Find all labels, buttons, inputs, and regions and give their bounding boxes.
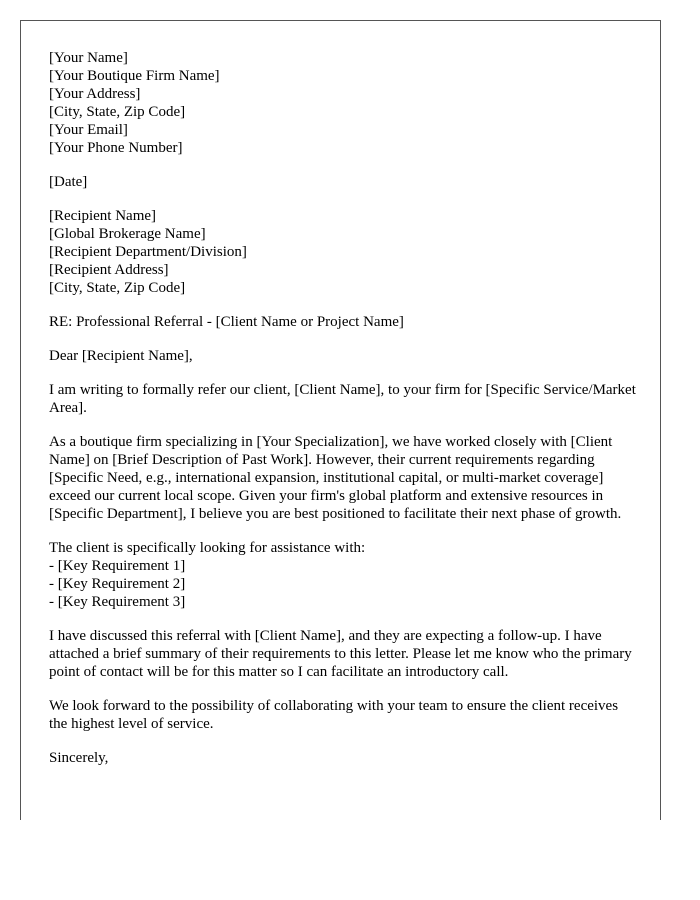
sender-city-state-zip: [City, State, Zip Code] [49, 104, 186, 120]
recipient-address: [Recipient Address] [49, 262, 169, 278]
body-paragraph-4: We look forward to the possibility of collaborating with your team to ensure the client receives the highest level of service. [49, 698, 619, 732]
body-paragraph-1: I am writing to formally refer our client, [Client Name], to your firm for [Specific Service/Market Area]. [49, 382, 636, 416]
sender-address: [Your Address] [49, 86, 141, 102]
sender-firm: [Your Boutique Firm Name] [49, 68, 220, 84]
requirement-item: - [Key Requirement 3] [49, 594, 186, 610]
requirements-intro: The client is specifically looking for assistance with: [49, 540, 366, 556]
body-paragraph-3: I have discussed this referral with [Client Name], and they are expecting a follow-up. I have attached a brief summary of their requirements to this letter. Please let me know who the primary point of contact will be for this matter so I can facilitate an introductory call. [49, 628, 632, 680]
requirement-item: - [Key Requirement 1] [49, 558, 186, 574]
recipient-block [49, 207, 639, 297]
sender-email: [Your Email] [49, 122, 128, 138]
recipient-city-state-zip: [City, State, Zip Code] [49, 280, 186, 296]
letter-date: [Date] [49, 174, 88, 190]
sender-name: [Your Name] [49, 50, 128, 66]
requirements-block [49, 539, 639, 611]
letter-content [49, 49, 639, 783]
recipient-department: [Recipient Department/Division] [49, 244, 247, 260]
closing: Sincerely, [49, 750, 109, 766]
body-paragraph-2: As a boutique firm specializing in [Your Specialization], we have worked closely with [Client Name] on [Brief Description of Past Work]. However, their current requirements regarding [Specific Need, e.g., international expansion, institutional capital, or multi-market coverage] exceed our current local scope. Given your firm's global platform and extensive resources in [Specific Department], I believe you are best positioned to facilitate their next phase of growth. [49, 434, 622, 522]
subject-line: RE: Professional Referral - [Client Name or Project Name] [49, 314, 404, 330]
letter-page [20, 20, 661, 820]
date-block [49, 173, 639, 191]
salutation: Dear [Recipient Name], [49, 348, 193, 364]
recipient-name: [Recipient Name] [49, 208, 157, 224]
sender-block [49, 49, 639, 157]
recipient-firm: [Global Brokerage Name] [49, 226, 206, 242]
sender-phone: [Your Phone Number] [49, 140, 183, 156]
requirement-item: - [Key Requirement 2] [49, 576, 186, 592]
